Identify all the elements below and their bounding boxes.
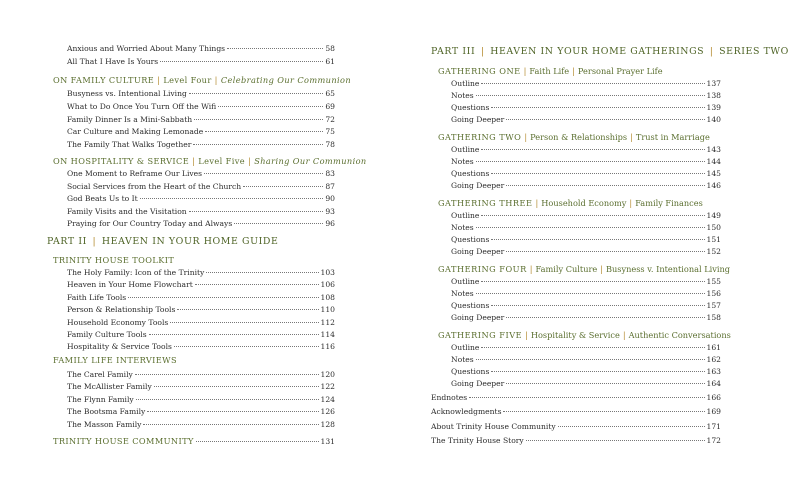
entry-page: 108 bbox=[320, 293, 335, 302]
section-heading-family-culture: ON FAMILY CULTURE | Level Four | Celebrating Our Communion bbox=[53, 75, 352, 85]
entry-page: 58 bbox=[325, 44, 335, 53]
entry-page: 69 bbox=[325, 102, 335, 111]
toc-entry[interactable]: Notes 156 bbox=[451, 289, 721, 298]
toc-entry[interactable] bbox=[67, 127, 335, 137]
entry-title: Heaven in Your Home Flowchart bbox=[67, 280, 193, 289]
toc-entry[interactable]: Endnotes 166 bbox=[431, 393, 721, 402]
section-subtitle: Sharing Our Communion bbox=[254, 156, 367, 166]
toc-entry[interactable]: Notes 144 bbox=[451, 157, 721, 166]
entry-title: The Holy Family: Icon of the Trinity bbox=[67, 268, 205, 277]
toc-entry[interactable]: Acknowledgments 169 bbox=[431, 407, 721, 416]
entry-page: 96 bbox=[325, 219, 335, 228]
entry-title: Hospitality & Service Tools bbox=[67, 342, 172, 351]
toc-entry[interactable] bbox=[67, 382, 335, 392]
entry-page: 128 bbox=[320, 420, 335, 429]
entry-page: 126 bbox=[320, 407, 335, 416]
entry-title: The Masson Family bbox=[67, 420, 142, 429]
toc-entry[interactable] bbox=[67, 280, 335, 290]
section-heading-hospitality: ON HOSPITALITY & SERVICE | Level Five | Sharing Our Communion bbox=[53, 156, 367, 166]
toc-entry[interactable] bbox=[67, 268, 335, 278]
entry-title: What to Do Once You Turn Off the Wifi bbox=[67, 102, 217, 111]
toc-entry[interactable]: Going Deeper 152 bbox=[451, 247, 721, 256]
entry-title: Household Economy Tools bbox=[67, 318, 169, 327]
toc-entry[interactable]: Questions 145 bbox=[451, 169, 721, 178]
toc-entry[interactable] bbox=[67, 370, 335, 380]
toc-entry-community[interactable] bbox=[53, 436, 335, 447]
toc-entry[interactable] bbox=[67, 395, 335, 405]
part-number: PART III bbox=[431, 46, 476, 57]
toc-entry[interactable]: Outline 155 bbox=[451, 277, 721, 286]
section-heading-toolkit bbox=[53, 255, 174, 266]
entry-title: God Beats Us to It bbox=[67, 194, 138, 203]
entry-page: 116 bbox=[320, 342, 335, 351]
toc-entry[interactable] bbox=[67, 305, 335, 315]
entry-title: Family Dinner Is a Mini-Sabbath bbox=[67, 115, 193, 124]
entry-title: Family Culture Tools bbox=[67, 330, 147, 339]
toc-entry[interactable]: About Trinity House Community 171 bbox=[431, 422, 721, 431]
part-title: HEAVEN IN YOUR HOME GATHERINGS bbox=[490, 46, 705, 57]
toc-entry[interactable]: The Trinity House Story 172 bbox=[431, 436, 721, 445]
entry-title: All That I Have Is Yours bbox=[67, 57, 159, 66]
toc-entry[interactable] bbox=[67, 57, 335, 67]
entry-title: Social Services from the Heart of the Church bbox=[67, 182, 242, 191]
entry-page: 120 bbox=[320, 370, 335, 379]
gathering-heading: GATHERING THREE | Household Economy | Family Finances bbox=[438, 198, 703, 208]
entry-page: 72 bbox=[325, 115, 335, 124]
entry-title: The Bootsma Family bbox=[67, 407, 146, 416]
toc-entry[interactable]: Going Deeper 146 bbox=[451, 181, 721, 190]
toc-entry[interactable]: Outline 143 bbox=[451, 145, 721, 154]
part-number: PART II bbox=[47, 236, 87, 247]
toc-entry[interactable] bbox=[67, 102, 335, 112]
entry-title: Family Visits and the Visitation bbox=[67, 207, 187, 216]
toc-entry[interactable]: Questions 157 bbox=[451, 301, 721, 310]
section-title: TRINITY HOUSE TOOLKIT bbox=[53, 255, 175, 265]
entry-title: The Carel Family bbox=[67, 370, 133, 379]
entry-page: 90 bbox=[325, 194, 335, 203]
toc-entry[interactable]: Notes 162 bbox=[451, 355, 721, 364]
toc-entry[interactable]: Going Deeper 164 bbox=[451, 379, 721, 388]
gathering-heading: GATHERING FIVE | Hospitality & Service | Authentic Conversations bbox=[438, 330, 731, 340]
entry-page: 112 bbox=[320, 318, 335, 327]
toc-entry[interactable]: Going Deeper 140 bbox=[451, 115, 721, 124]
toc-entry[interactable] bbox=[67, 420, 335, 430]
entry-page: 61 bbox=[325, 57, 335, 66]
toc-entry[interactable] bbox=[67, 318, 335, 328]
part-heading-part-3: PART III | HEAVEN IN YOUR HOME GATHERINGS | SERIES TWO bbox=[431, 46, 789, 57]
part-title: HEAVEN IN YOUR HOME GUIDE bbox=[101, 236, 279, 247]
entry-page: 83 bbox=[325, 169, 335, 178]
entry-title: Busyness vs. Intentional Living bbox=[67, 89, 187, 98]
toc-entry[interactable] bbox=[67, 207, 335, 217]
section-title: ON HOSPITALITY & SERVICE bbox=[53, 156, 190, 166]
entry-page: 103 bbox=[320, 268, 335, 277]
entry-title: Praying for Our Country Today and Always bbox=[67, 219, 233, 228]
section-title: FAMILY LIFE INTERVIEWS bbox=[53, 355, 178, 365]
entry-page: 78 bbox=[325, 140, 335, 149]
toc-entry[interactable]: Outline 137 bbox=[451, 79, 721, 88]
toc-entry[interactable] bbox=[67, 293, 335, 303]
toc-entry[interactable]: Notes 150 bbox=[451, 223, 721, 232]
toc-entry[interactable] bbox=[67, 169, 335, 179]
gathering-heading: GATHERING TWO | Person & Relationships | Trust in Marriage bbox=[438, 132, 710, 142]
entry-title: One Moment to Reframe Our Lives bbox=[67, 169, 203, 178]
section-heading-interviews bbox=[53, 355, 177, 366]
entry-page: 124 bbox=[320, 395, 335, 404]
entry-page: 75 bbox=[325, 127, 335, 136]
gathering-heading: GATHERING FOUR | Family Culture | Busyness v. Intentional Living bbox=[438, 264, 731, 274]
entry-title: Faith Life Tools bbox=[67, 293, 127, 302]
entry-page: 110 bbox=[320, 305, 335, 314]
section-title: ON FAMILY CULTURE bbox=[53, 75, 155, 85]
entry-title: The McAllister Family bbox=[67, 382, 152, 391]
entry-page: 106 bbox=[320, 280, 335, 289]
toc-entry[interactable]: Questions 163 bbox=[451, 367, 721, 376]
entry-title: Person & Relationship Tools bbox=[67, 305, 176, 314]
entry-page: 131 bbox=[320, 437, 335, 446]
toc-entry[interactable] bbox=[67, 182, 335, 192]
entry-title: Car Culture and Making Lemonade bbox=[67, 127, 204, 136]
toc-entry[interactable] bbox=[67, 219, 335, 229]
part-series: SERIES TWO bbox=[719, 46, 789, 57]
entry-page: 65 bbox=[325, 89, 335, 98]
section-level: Level Four bbox=[163, 75, 212, 85]
entry-title: Anxious and Worried About Many Things bbox=[67, 44, 226, 53]
toc-entry[interactable]: Questions 151 bbox=[451, 235, 721, 244]
toc-entry[interactable]: Notes 138 bbox=[451, 91, 721, 100]
entry-page: 87 bbox=[325, 182, 335, 191]
toc-entry[interactable]: Going Deeper 158 bbox=[451, 313, 721, 322]
toc-entry[interactable]: Outline 149 bbox=[451, 211, 721, 220]
entry-title: TRINITY HOUSE COMMUNITY bbox=[53, 436, 194, 446]
entry-page: 93 bbox=[325, 207, 335, 216]
section-subtitle: Celebrating Our Communion bbox=[220, 75, 352, 85]
toc-entry[interactable] bbox=[67, 342, 335, 352]
toc-entry[interactable] bbox=[67, 44, 335, 54]
part-heading-part-2: PART II | HEAVEN IN YOUR HOME GUIDE bbox=[47, 236, 279, 247]
entry-title: The Family That Walks Together bbox=[67, 140, 192, 149]
section-level: Level Five bbox=[198, 156, 246, 166]
entry-title: The Flynn Family bbox=[67, 395, 134, 404]
toc-entry[interactable]: Outline 161 bbox=[451, 343, 721, 352]
toc-entry[interactable] bbox=[67, 115, 335, 125]
toc-entry[interactable] bbox=[67, 407, 335, 417]
toc-entry[interactable]: Questions 139 bbox=[451, 103, 721, 112]
toc-entry[interactable] bbox=[67, 89, 335, 99]
toc-entry[interactable] bbox=[67, 330, 335, 340]
entry-page: 114 bbox=[320, 330, 335, 339]
toc-entry[interactable] bbox=[67, 140, 335, 150]
entry-page: 122 bbox=[320, 382, 335, 391]
gathering-heading: GATHERING ONE | Faith Life | Personal Prayer Life bbox=[438, 66, 663, 76]
toc-entry[interactable] bbox=[67, 194, 335, 204]
